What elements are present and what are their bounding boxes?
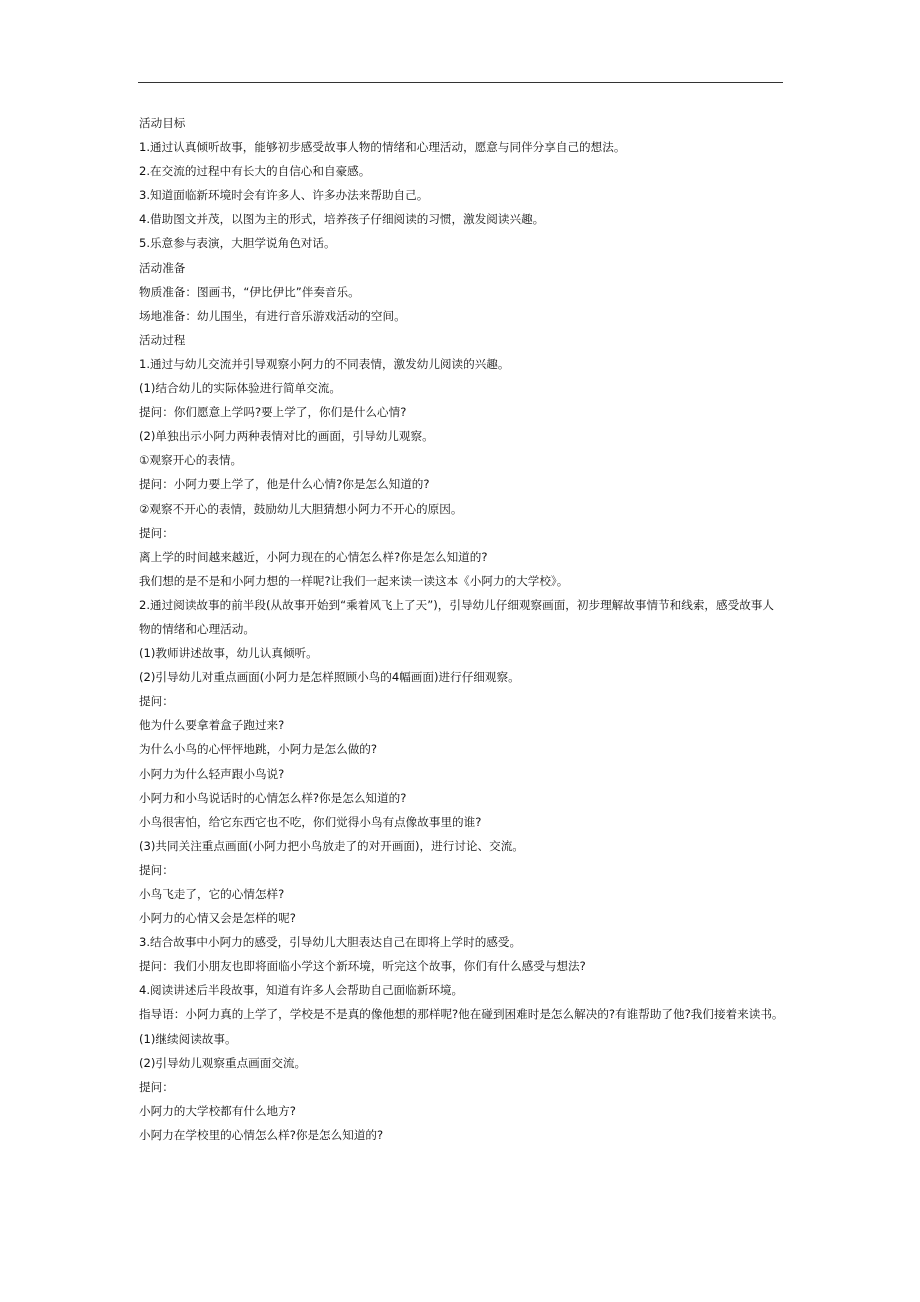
text-line: ②观察不开心的表情，鼓励幼儿大胆猜想小阿力不开心的原因。 xyxy=(139,501,463,516)
text-line: 他为什么要拿着盒子跑过来? xyxy=(139,718,285,733)
text-line: 小阿力和小鸟说话时的心情怎么样?你是怎么知道的? xyxy=(139,790,407,805)
section-heading-process: 活动过程 xyxy=(139,332,186,347)
text-line: 为什么小鸟的心怦怦地跳，小阿力是怎么做的? xyxy=(139,742,378,757)
text-line: 提问：你们愿意上学吗?要上学了，你们是什么心情? xyxy=(139,405,407,420)
text-line: 提问： xyxy=(139,862,174,877)
goal-2: 2.在交流的过程中有长大的自信心和自豪感。 xyxy=(139,164,371,179)
text-line: (2)引导幼儿对重点画面(小阿力是怎样照顾小鸟的4幅画面)进行仔细观察。 xyxy=(139,670,520,685)
text-line: (2)引导幼儿观察重点画面交流。 xyxy=(139,1055,307,1070)
text-line: 提问： xyxy=(139,694,174,709)
text-line: 1.通过与幼儿交流并引导观察小阿力的不同表情，激发幼儿阅读的兴趣。 xyxy=(139,356,510,371)
text-line: 小阿力在学校里的心情怎么样?你是怎么知道的? xyxy=(139,1127,384,1142)
goal-3: 3.知道面临新环境时会有许多人、许多办法来帮助自己。 xyxy=(139,188,429,203)
text-paragraph: 指导语：小阿力真的上学了，学校是不是真的像他想的那样呢?他在碰到困难时是怎么解决的?有谁帮助了他?我们接着来读书。 xyxy=(139,1007,784,1022)
goal-5: 5.乐意参与表演，大胆学说角色对话。 xyxy=(139,236,336,251)
text-line: 小阿力的心情又会是怎样的呢? xyxy=(139,911,296,926)
text-line: ①观察开心的表情。 xyxy=(139,453,243,468)
goal-4: 4.借助图文并茂，以图为主的形式，培养孩子仔细阅读的习惯，激发阅读兴趣。 xyxy=(139,212,545,227)
text-line: (2)单独出示小阿力两种表情对比的画面，引导幼儿观察。 xyxy=(139,429,434,444)
prep-venue: 场地准备：幼儿围坐，有进行音乐游戏活动的空间。 xyxy=(139,308,406,323)
text-line: 提问： xyxy=(139,525,174,540)
section-heading-goals: 活动目标 xyxy=(139,116,186,130)
header-rule xyxy=(138,82,783,83)
text-line: (3)共同关注重点画面(小阿力把小鸟放走了的对开画面)，进行讨论、交流。 xyxy=(139,838,524,853)
text-line: 小鸟很害怕，给它东西它也不吃，你们觉得小鸟有点像故事里的谁? xyxy=(139,814,482,829)
prep-materials: 物质准备：图画书，“伊比伊比”伴奏音乐。 xyxy=(139,284,360,299)
text-line: 我们想的是不是和小阿力想的一样呢?让我们一起来读一读这本《小阿力的大学校》。 xyxy=(139,573,569,588)
text-line: 离上学的时间越来越近，小阿力现在的心情怎么样?你是怎么知道的? xyxy=(139,549,488,564)
text-paragraph: 2.通过阅读故事的前半段(从故事开始到“乘着风飞上了天”)，引导幼儿仔细观察画面，初步理解故事情节和线索，感受故事人物的情绪和心理活动。 xyxy=(139,597,774,636)
text-line: 提问：我们小朋友也即将面临小学这个新环境，听完这个故事，你们有什么感受与想法? xyxy=(139,959,586,974)
text-line: 提问：小阿力要上学了，他是什么心情?你是怎么知道的? xyxy=(139,477,430,492)
text-line: (1)继续阅读故事。 xyxy=(139,1031,237,1046)
text-line: (1)教师讲述故事，幼儿认真倾听。 xyxy=(139,646,318,661)
text-line: 小阿力为什么轻声跟小鸟说? xyxy=(139,766,285,781)
document-body xyxy=(139,111,784,1147)
section-heading-preparation: 活动准备 xyxy=(139,260,186,275)
text-line: (1)结合幼儿的实际体验进行简单交流。 xyxy=(139,381,341,396)
text-line: 4.阅读讲述后半段故事，知道有许多人会帮助自己面临新环境。 xyxy=(139,983,464,998)
text-line: 小阿力的大学校都有什么地方? xyxy=(139,1103,296,1118)
text-line: 提问： xyxy=(139,1079,174,1094)
text-line: 3.结合故事中小阿力的感受，引导幼儿大胆表达自己在即将上学时的感受。 xyxy=(139,935,522,950)
text-line: 小鸟飞走了，它的心情怎样? xyxy=(139,887,285,901)
goal-1: 1.通过认真倾听故事，能够初步感受故事人物的情绪和心理活动，愿意与同伴分享自己的想法。 xyxy=(139,140,626,155)
